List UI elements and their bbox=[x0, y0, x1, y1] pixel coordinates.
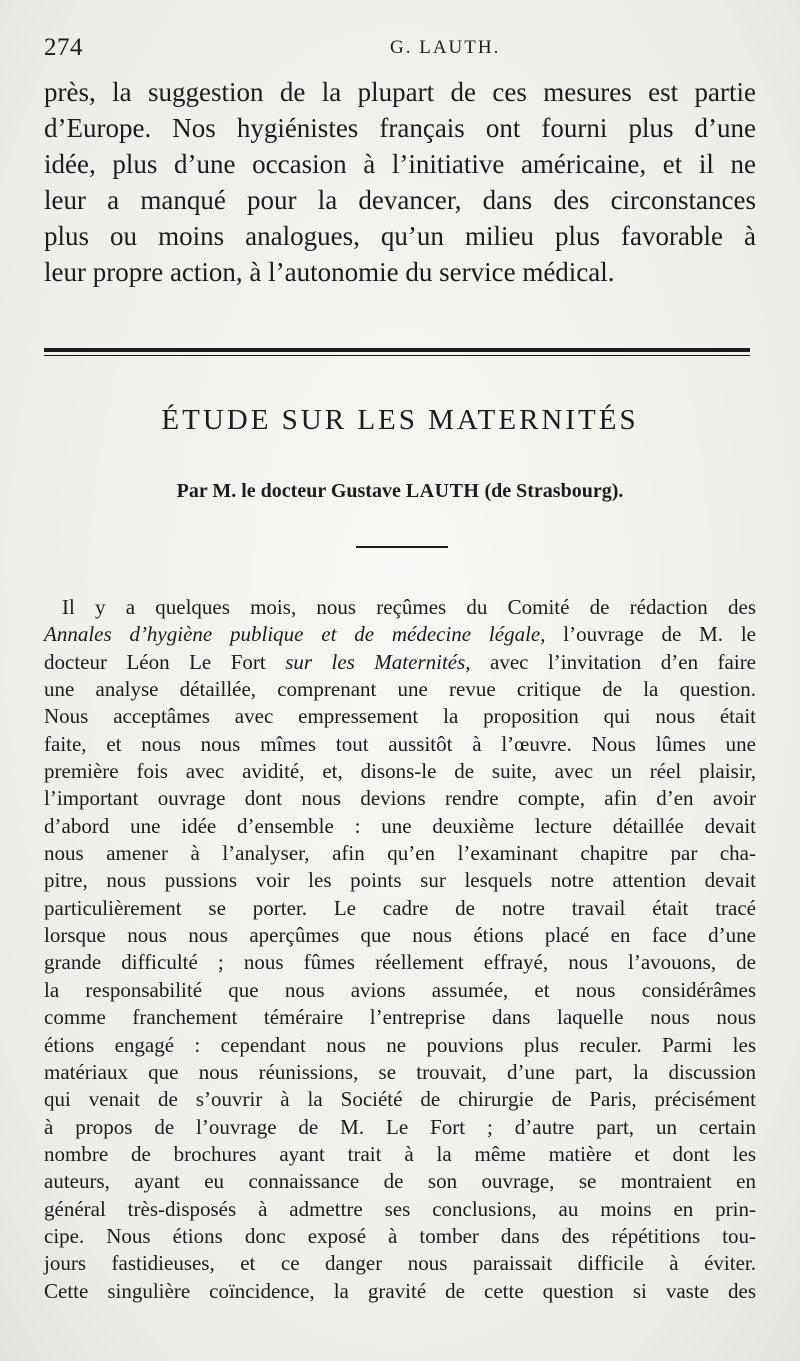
text-line: une analyse détaillée, comprenant une revue critique de la question. bbox=[44, 677, 756, 702]
text-fragment: , avec l’invitation d’en faire bbox=[465, 649, 757, 674]
section-title: ÉTUDE SUR LES MATERNITÉS bbox=[161, 404, 639, 436]
text-line: Nous acceptâmes avec empressement la proposition qui nous était bbox=[44, 704, 756, 729]
text-line: à propos de l’ouvrage de M. Le Fort ; d’autre part, un certain bbox=[44, 1114, 756, 1139]
text-line: leur a manqué pour la devancer, dans des circonstances bbox=[44, 185, 756, 215]
text-fragment: , l’ouvrage de M. le bbox=[540, 622, 756, 647]
text-line: grande difficulté ; nous fûmes réellement effrayé, nous l’avouons, de bbox=[44, 950, 756, 975]
text-line: Il y a quelques mois, nous reçûmes du Comité de rédaction des bbox=[62, 595, 756, 619]
text-line: jours fastidieuses, et ce danger nous paraissait difficile à éviter. bbox=[44, 1251, 756, 1276]
text-line: cipe. Nous étions donc exposé à tomber dans des répétitions tou- bbox=[44, 1223, 756, 1248]
text-line: près, la suggestion de la plupart de ces mesures est partie bbox=[44, 77, 756, 107]
text-line: plus ou moins analogues, qu’un milieu plus favorable à bbox=[44, 221, 756, 251]
text-line: étions engagé : cependant nous ne pouvions plus reculer. Parmi les bbox=[44, 1032, 756, 1057]
text-line: faite, et nous nous mîmes tout aussitôt à l’œuvre. Nous lûmes une bbox=[44, 731, 756, 756]
text-line: première fois avec avidité, et, disons-le de suite, avec un réel plaisir, bbox=[44, 759, 756, 784]
text-line: l’important ouvrage dont nous devions rendre compte, afin d’en avoir bbox=[44, 786, 756, 811]
article-paragraph bbox=[44, 594, 756, 1305]
text-line bbox=[44, 621, 756, 648]
text-line: pitre, nous pussions voir les points sur lesquels notre attention devait bbox=[44, 868, 756, 893]
journal-title-italic: Annales d’hygiène publique et de médecine légale bbox=[44, 622, 541, 647]
text-line: nombre de brochures ayant trait à la même matière et dont les bbox=[44, 1141, 756, 1166]
work-title-italic: sur les Maternités bbox=[285, 649, 466, 674]
text-line: d’Europe. Nos hygiénistes français ont fourni plus d’une bbox=[44, 113, 756, 143]
text-line: d’abord une idée d’ensemble : une deuxième lecture détaillée devait bbox=[44, 813, 756, 838]
text-line: général très-disposés à admettre ses conclusions, au moins en prin- bbox=[44, 1196, 756, 1221]
short-divider-rule bbox=[356, 546, 448, 548]
section-divider-double-rule bbox=[44, 348, 750, 356]
page-number: 274 bbox=[44, 34, 83, 61]
text-line: nous amener à l’analyser, afin qu’en l’examinant chapitre par cha- bbox=[44, 841, 756, 866]
text-line: la responsabilité que nous avions assumée, et nous considérâmes bbox=[44, 977, 756, 1002]
text-fragment: docteur Léon Le Fort bbox=[44, 649, 286, 674]
author-byline bbox=[0, 480, 800, 503]
byline-suffix: (de Strasbourg). bbox=[484, 480, 624, 502]
text-line: qui venait de s’ouvrir à la Société de chirurgie de Paris, précisément bbox=[44, 1087, 756, 1112]
text-line: auteurs, ayant eu connaissance de son ouvrage, se montraient en bbox=[44, 1169, 756, 1194]
text-line: Cette singulière coïncidence, la gravité de cette question si vaste des bbox=[44, 1278, 756, 1303]
text-line: lorsque nous nous aperçûmes que nous étions placé en face d’une bbox=[44, 923, 756, 948]
text-line bbox=[44, 649, 756, 676]
text-line: comme franchement téméraire l’entreprise dans laquelle nous nous bbox=[44, 1005, 756, 1030]
text-line: particulièrement se porter. Le cadre de notre travail était tracé bbox=[44, 895, 756, 920]
page-header bbox=[44, 34, 754, 64]
byline-prefix: Par M. le docteur Gustave bbox=[176, 480, 401, 502]
running-head: G. LAUTH. bbox=[390, 37, 501, 58]
paragraph-continued bbox=[44, 74, 756, 290]
byline-author-surname: LAUTH bbox=[405, 480, 480, 502]
text-line: leur propre action, à l’autonomie du service médical. bbox=[44, 257, 615, 287]
text-line: idée, plus d’une occasion à l’initiative américaine, et il ne bbox=[44, 149, 756, 179]
text-line: matériaux que nous réunissions, se trouvait, d’une part, la discussion bbox=[44, 1059, 756, 1084]
